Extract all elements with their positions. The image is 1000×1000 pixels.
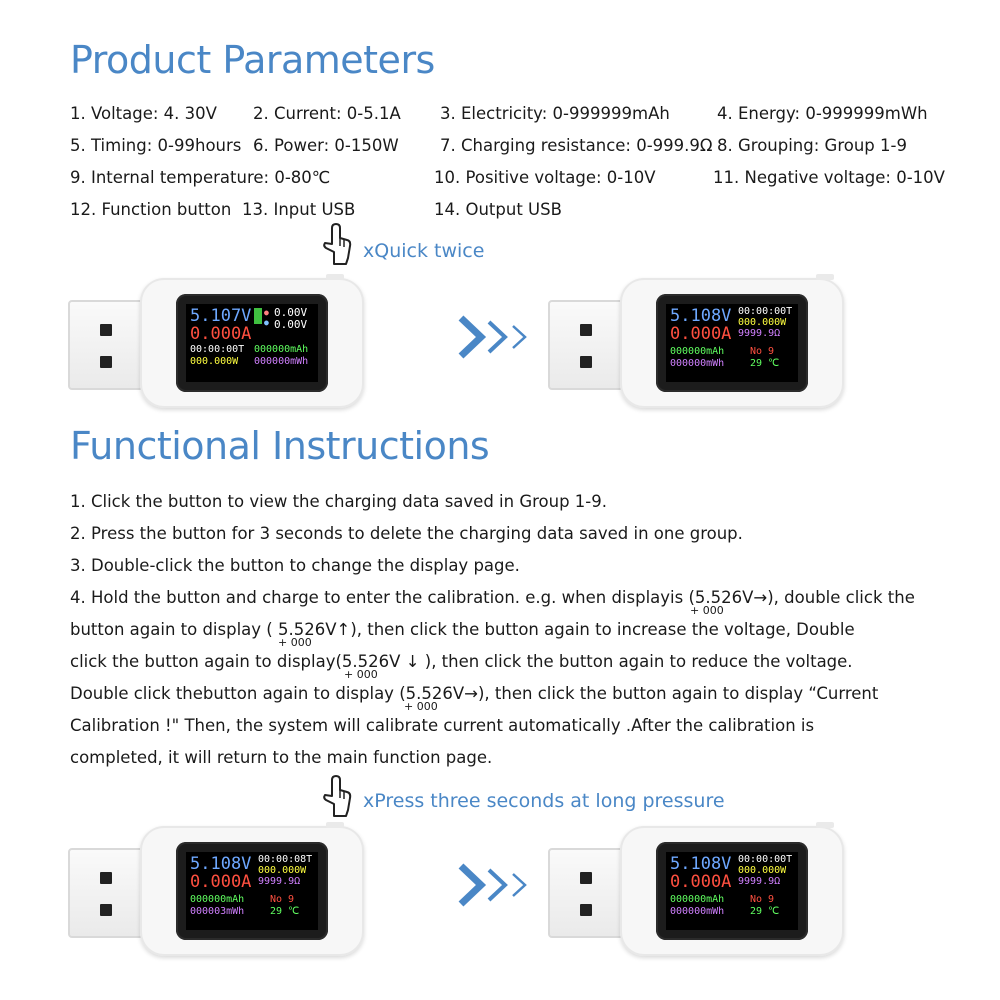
instruction-line-6: click the button again to display(5.526V ↓ ), then click the button again to reduce the voltage. [70, 652, 853, 671]
chevron-right-icon [455, 312, 535, 362]
mwh-reading: 000000mWh [254, 356, 309, 367]
battery-icon [254, 308, 262, 324]
usb-meter-device [68, 278, 368, 408]
param-function-button: 12. Function button [70, 200, 232, 219]
usb-plug [68, 300, 148, 390]
param-internal-temperature: 9. Internal temperature: 0-80℃ [70, 168, 331, 187]
temperature-reading: 29 ℃ [750, 906, 780, 917]
usb-meter-device [548, 278, 848, 408]
param-input-usb: 13. Input USB [242, 200, 356, 219]
power-reading: 000.000W [738, 317, 787, 328]
voltage-reading: 5.108V [670, 306, 732, 326]
resistance-reading: 9999.9Ω [258, 876, 301, 887]
power-reading: 000.000W [738, 865, 787, 876]
mah-reading: 000000mAh [190, 894, 245, 905]
param-voltage: 1. Voltage: 4. 30V [70, 104, 217, 123]
instruction-line-9: completed, it will return to the main function page. [70, 748, 493, 767]
instruction-line-4: 4. Hold the button and charge to enter the calibration. e.g. when displayis (5.526V→), double click the [70, 588, 915, 607]
resistance-reading: 9999.9Ω [738, 876, 781, 887]
plus-000-annotation: + 000 [278, 636, 312, 649]
param-charging-resistance: 7. Charging resistance: 0-999.9Ω [440, 136, 713, 155]
timer-reading: 00:00:00T [738, 854, 793, 865]
instruction-line-3: 3. Double-click the button to change the display page. [70, 556, 520, 575]
plus-000-annotation: + 000 [690, 604, 724, 617]
lcd-screen [656, 842, 808, 940]
mah-reading: 000000mAh [254, 344, 309, 355]
mwh-reading: 000000mWh [670, 358, 725, 369]
current-reading: 0.000A [670, 872, 732, 892]
mwh-reading: 000000mWh [670, 906, 725, 917]
quick-twice-caption: xQuick twice [363, 240, 485, 262]
chevron-right-icon [455, 860, 535, 910]
power-reading: 000.000W [258, 865, 307, 876]
param-positive-voltage: 10. Positive voltage: 0-10V [434, 168, 656, 187]
param-electricity: 3. Electricity: 0-999999mAh [440, 104, 670, 123]
temperature-reading: 29 ℃ [270, 906, 300, 917]
instruction-line-5: button again to display ( 5.526V↑), then click the button again to increase the voltage, Double [70, 620, 855, 639]
param-grouping: 8. Grouping: Group 1-9 [717, 136, 907, 155]
timer-reading: 00:00:00T [190, 344, 245, 355]
usb-plug [548, 848, 628, 938]
plus-icon: ● [264, 308, 269, 317]
param-output-usb: 14. Output USB [434, 200, 562, 219]
plus-000-annotation: + 000 [344, 668, 378, 681]
minus-icon: ● [264, 318, 269, 327]
press-three-seconds-caption: xPress three seconds at long pressure [363, 790, 725, 812]
param-power: 6. Power: 0-150W [253, 136, 399, 155]
functional-instructions-title: Functional Instructions [70, 424, 490, 468]
current-reading: 0.000A [190, 324, 252, 344]
mwh-reading: 000003mWh [190, 906, 245, 917]
instruction-line-7: Double click thebutton again to display (5.526V→), then click the button again to display “Current [70, 684, 879, 703]
voltage-reading: 5.108V [670, 854, 732, 874]
param-negative-voltage: 11. Negative voltage: 0-10V [713, 168, 945, 187]
positive-voltage-reading: 0.00V [274, 306, 308, 319]
lcd-screen [176, 842, 328, 940]
param-energy: 4. Energy: 0-999999mWh [717, 104, 928, 123]
group-number: No 9 [750, 346, 775, 357]
usb-plug [68, 848, 148, 938]
meter-body [620, 826, 844, 956]
function-button[interactable] [816, 822, 834, 828]
current-reading: 0.000A [670, 324, 732, 344]
pointing-hand-icon [320, 774, 354, 818]
mah-reading: 000000mAh [670, 346, 725, 357]
usb-plug [548, 300, 628, 390]
instruction-line-2: 2. Press the button for 3 seconds to delete the charging data saved in one group. [70, 524, 743, 543]
function-button[interactable] [816, 274, 834, 280]
usb-meter-device [68, 826, 368, 956]
meter-body [140, 278, 364, 408]
param-timing: 5. Timing: 0-99hours [70, 136, 242, 155]
negative-voltage-reading: 0.00V [274, 318, 308, 331]
product-parameters-title: Product Parameters [70, 38, 435, 82]
instruction-line-8: Calibration !" Then, the system will calibrate current automatically .After the calibration is [70, 716, 815, 735]
plus-000-annotation: + 000 [404, 700, 438, 713]
voltage-reading: 5.107V [190, 306, 252, 326]
usb-meter-device [548, 826, 848, 956]
meter-body [140, 826, 364, 956]
lcd-screen [176, 294, 328, 392]
temperature-reading: 29 ℃ [750, 358, 780, 369]
lcd-screen [656, 294, 808, 392]
timer-reading: 00:00:00T [738, 306, 793, 317]
current-reading: 0.000A [190, 872, 252, 892]
group-number: No 9 [750, 894, 775, 905]
pointing-hand-icon [320, 222, 354, 266]
meter-body [620, 278, 844, 408]
resistance-reading: 9999.9Ω [738, 328, 781, 339]
function-button[interactable] [326, 274, 344, 280]
param-current: 2. Current: 0-5.1A [253, 104, 401, 123]
voltage-reading: 5.108V [190, 854, 252, 874]
timer-reading: 00:00:08T [258, 854, 313, 865]
power-reading: 000.000W [190, 356, 239, 367]
instruction-line-1: 1. Click the button to view the charging data saved in Group 1-9. [70, 492, 607, 511]
group-number: No 9 [270, 894, 295, 905]
function-button[interactable] [326, 822, 344, 828]
mah-reading: 000000mAh [670, 894, 725, 905]
